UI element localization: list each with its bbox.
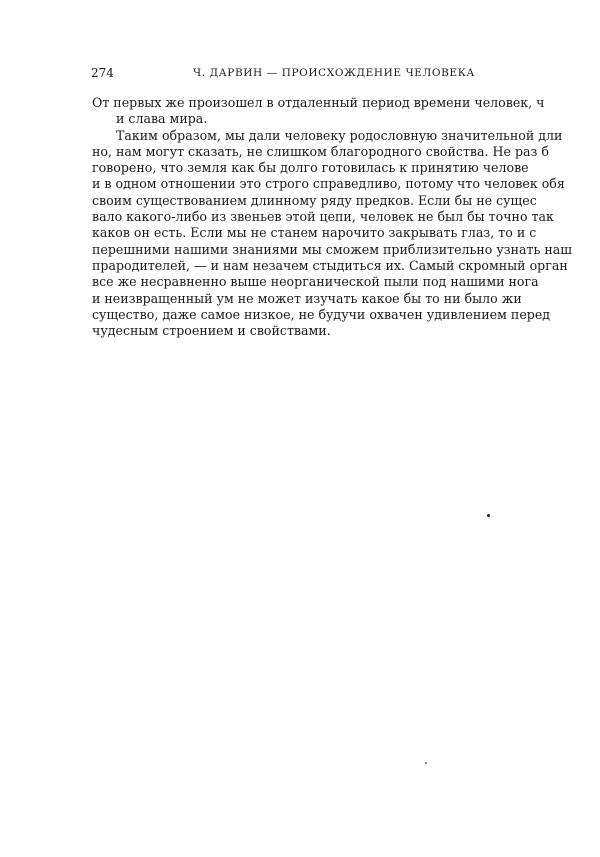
text-line: перешними нашими знаниями мы сможем приблизительно узнать наш (92, 241, 572, 257)
text-line: прародителей, — и нам незачем стыдиться их. Самый скромный орган (92, 257, 568, 273)
body-text (92, 95, 572, 339)
text-line: От первых же произошел в отдаленный период времени человек, ч (92, 95, 545, 110)
text-line: и слава мира. (116, 111, 208, 127)
text-line: каков он есть. Если мы не станем нарочито закрывать глаз, то и с (92, 225, 537, 241)
text-line: и неизвращенный ум не может изучать какое бы то ни было жи (92, 290, 522, 306)
paragraph-start-line: Таким образом, мы дали человеку родословную значительной дли (116, 127, 563, 143)
text-line: и в одном отношении это строго справедливо, потому что человек обя (92, 176, 565, 192)
page-number: 274 (91, 66, 114, 80)
text-line: чудесным строением и свойствами. (92, 323, 331, 339)
page-header (91, 66, 511, 82)
text-line: своим существованием длинному ряду предков. Если бы не сущес (92, 192, 537, 208)
text-line: говорено, что земля как бы долго готовилась к принятию челове (92, 160, 529, 176)
text-line: все же несравненно выше неорганической пыли под нашими нога (92, 274, 539, 290)
text-line: вало какого-либо из звеньев этой цепи, человек не был бы точно так (92, 209, 554, 225)
text-line: существо, даже самое низкое, не будучи охвачен удивлением перед (92, 306, 551, 322)
running-head: Ч. ДАРВИН — ПРОИСХОЖДЕНИЕ ЧЕЛОВЕКА (193, 67, 475, 79)
print-speck (487, 514, 490, 517)
text-line: но, нам могут сказать, не слишком благородного свойства. Не раз б (92, 143, 549, 159)
print-speck (425, 762, 427, 764)
